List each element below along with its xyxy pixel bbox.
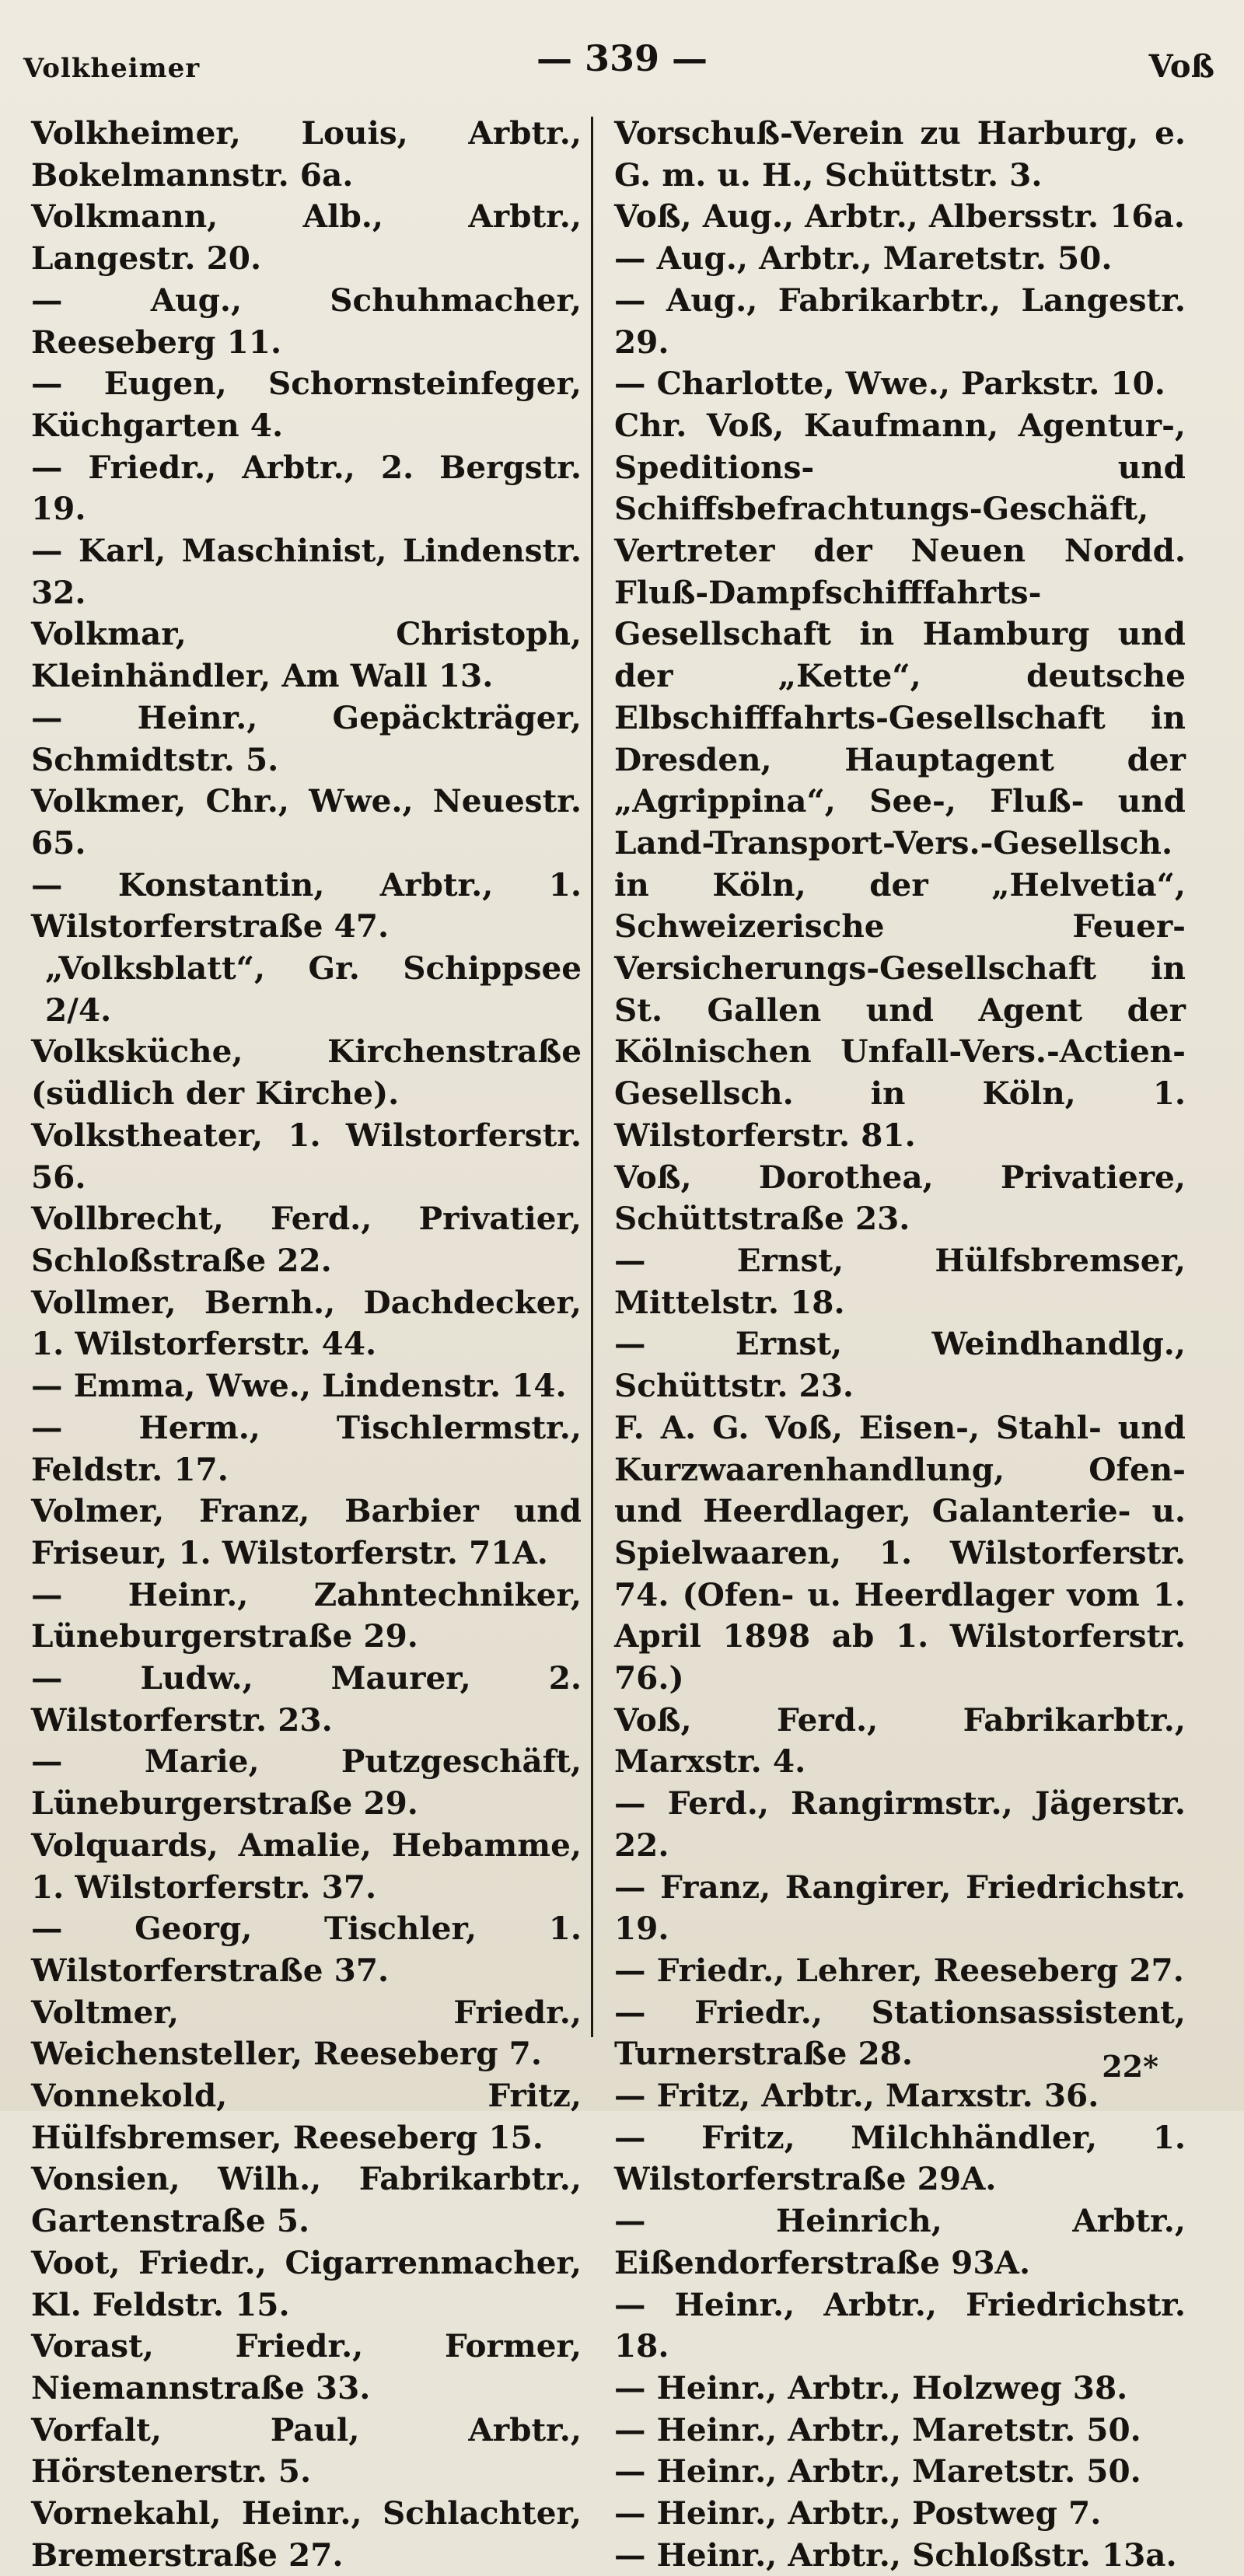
directory-entry: Vonsien, Wilh., Fabrikarbtr., Gartenstraße 5. <box>31 2160 582 2240</box>
directory-entry: „Volksblatt“, Gr. Schippsee 2/4. <box>45 949 582 1029</box>
directory-entry: — Konstantin, Arbtr., 1. Wilstorferstraße 47. <box>31 865 582 945</box>
directory-entry: — Heinr., Arbtr., Holzweg 38. <box>614 2368 1128 2406</box>
directory-entry: — Fritz, Arbtr., Marxstr. 36. <box>614 2077 1099 2115</box>
running-head-left: Volkheimer <box>23 53 201 84</box>
directory-entry: Voot, Friedr., Cigarrenmacher, Kl. Feldstr. 15. <box>31 2243 582 2323</box>
directory-entry: — Ludw., Maurer, 2. Wilstorferstr. 23. <box>31 1659 582 1739</box>
directory-entry: — Aug., Arbtr., Maretstr. 50. <box>614 239 1113 278</box>
directory-entry: Vorfalt, Paul, Arbtr., Hörstenerstr. 5. <box>31 2410 582 2490</box>
directory-entry: — Friedr., Stationsassistent, Turnerstraße 28. <box>614 1993 1186 2073</box>
directory-entry: Volkheimer, Louis, Arbtr., Bokelmannstr. 6a. <box>31 114 582 194</box>
directory-entry: — Aug., Fabrikarbtr., Langestr. 29. <box>614 281 1186 361</box>
directory-entry: Volksküche, Kirchenstraße (südlich der Kirche). <box>31 1033 582 1113</box>
column-divider <box>591 117 593 2037</box>
directory-entry: Vollbrecht, Ferd., Privatier, Schloßstraße 22. <box>31 1200 582 1279</box>
directory-entry: — Ferd., Rangirmstr., Jägerstr. 22. <box>614 1784 1186 1864</box>
left-column <box>31 113 582 2576</box>
directory-entry: Volkmann, Alb., Arbtr., Langestr. 20. <box>31 197 582 278</box>
directory-entry: Vorschuß-Verein zu Harburg, e. G. m. u. H., Schüttstr. 3. <box>614 114 1186 194</box>
directory-entry: — Marie, Putzgeschäft, Lüneburgerstraße 29. <box>31 1742 582 1823</box>
directory-entry: Vorast, Friedr., Former, Niemannstraße 33. <box>31 2327 582 2406</box>
right-column <box>614 113 1186 2576</box>
directory-entry: Voß, Dorothea, Privatiere, Schüttstraße 23. <box>614 1158 1186 1238</box>
directory-entry: Volmer, Franz, Barbier und Friseur, 1. Wilstorferstr. 71A. <box>31 1492 582 1571</box>
directory-entry: — Georg, Tischler, 1. Wilstorferstraße 37. <box>31 1910 582 1989</box>
directory-entry: — Aug., Schuhmacher, Reeseberg 11. <box>31 281 582 361</box>
directory-entry: — Karl, Maschinist, Lindenstr. 32. <box>31 532 582 611</box>
signature-mark: 22* <box>1102 2049 1158 2084</box>
directory-entry: — Eugen, Schornsteinfeger, Küchgarten 4. <box>31 365 582 444</box>
directory-entry: Voß, Ferd., Fabrikarbtr., Marxstr. 4. <box>614 1700 1186 1781</box>
directory-entry: — Heinr., Arbtr., Postweg 7. <box>614 2494 1102 2532</box>
directory-entry: Volkmar, Christoph, Kleinhändler, Am Wall 13. <box>31 615 582 695</box>
directory-entry: Vornekahl, Heinr., Schlachter, Bremerstraße 27. <box>31 2494 582 2574</box>
directory-entry: Volkstheater, 1. Wilstorferstr. 56. <box>31 1116 582 1196</box>
page-number: — 339 — <box>536 37 708 79</box>
directory-entry: F. A. G. Voß, Eisen-, Stahl- und Kurzwaarenhandlung, Ofen- und Heerdlager, Galanterie- u. Spielwaaren, 1. Wilstorferstr. 74. (Ofen- u. Heerdlager vom 1. April 1898 ab 1. Wilstorferstr. 76.) <box>614 1408 1186 1697</box>
directory-entry: — Heinr., Arbtr., Maretstr. 50. <box>614 2452 1141 2490</box>
directory-entry: Volquards, Amalie, Hebamme, 1. Wilstorferstr. 37. <box>31 1826 582 1906</box>
directory-entry: — Heinr., Arbtr., Schloßstr. 13a. <box>614 2536 1177 2574</box>
directory-entry: — Heinr., Gepäckträger, Schmidtstr. 5. <box>31 698 582 778</box>
directory-entry: Voß, Aug., Arbtr., Albersstr. 16a. <box>614 197 1185 236</box>
directory-entry: — Ernst, Weindhandlg., Schüttstr. 23. <box>614 1325 1186 1405</box>
running-head-right: Voß <box>1148 48 1214 85</box>
directory-entry: Volkmer, Chr., Wwe., Neuestr. 65. <box>31 782 582 862</box>
directory-entry: — Charlotte, Wwe., Parkstr. 10. <box>614 365 1165 403</box>
directory-entry: — Heinr., Arbtr., Maretstr. 50. <box>614 2410 1141 2448</box>
directory-entry: — Friedr., Arbtr., 2. Bergstr. 19. <box>31 448 582 528</box>
directory-entry: — Herm., Tischlermstr., Feldstr. 17. <box>31 1408 582 1488</box>
directory-entry: Vonnekold, Fritz, Hülfsbremser, Reeseberg 15. <box>31 2077 582 2156</box>
page-header <box>23 30 1221 84</box>
directory-entry: — Heinr., Zahntechniker, Lüneburgerstraße 29. <box>31 1575 582 1655</box>
directory-entry: — Emma, Wwe., Lindenstr. 14. <box>31 1367 567 1405</box>
directory-entry: — Friedr., Lehrer, Reeseberg 27. <box>614 1951 1184 1989</box>
directory-entry: Vollmer, Bernh., Dachdecker, 1. Wilstorferstr. 44. <box>31 1283 582 1363</box>
directory-entry: — Heinrich, Arbtr., Eißendorferstraße 93A. <box>614 2202 1186 2281</box>
directory-entry: Chr. Voß, Kaufmann, Agentur-, Speditions- und Schiffsbefrachtungs-Geschäft, Vertreter der Neuen Nordd. Fluß-Dampfschifffahrts-Gesellschaft in Hamburg und der „Kette“, deutsche Elbschifffahrts-Gesellschaft in Dresden, Hauptagent der „Agrippina“, See-, Fluß- und Land-Transport-Vers.-Gesellsch. in Köln, der „Helvetia“, Schweizerische Feuer-Versicherungs-Gesellschaft in St. Gallen und Agent der Kölnischen Unfall-Vers.-Actien-Gesellsch. in Köln, 1. Wilstorferstr. 81. <box>614 406 1186 1154</box>
directory-entry: — Ernst, Hülfsbremser, Mittelstr. 18. <box>614 1241 1186 1321</box>
directory-entry: — Heinr., Arbtr., Friedrichstr. 18. <box>614 2285 1186 2365</box>
directory-entry: Voltmer, Friedr., Weichensteller, Reeseberg 7. <box>31 1993 582 2073</box>
directory-entry: — Franz, Rangirer, Friedrichstr. 19. <box>614 1868 1186 1948</box>
directory-entry: — Fritz, Milchhändler, 1. Wilstorferstraße 29A. <box>614 2118 1186 2198</box>
